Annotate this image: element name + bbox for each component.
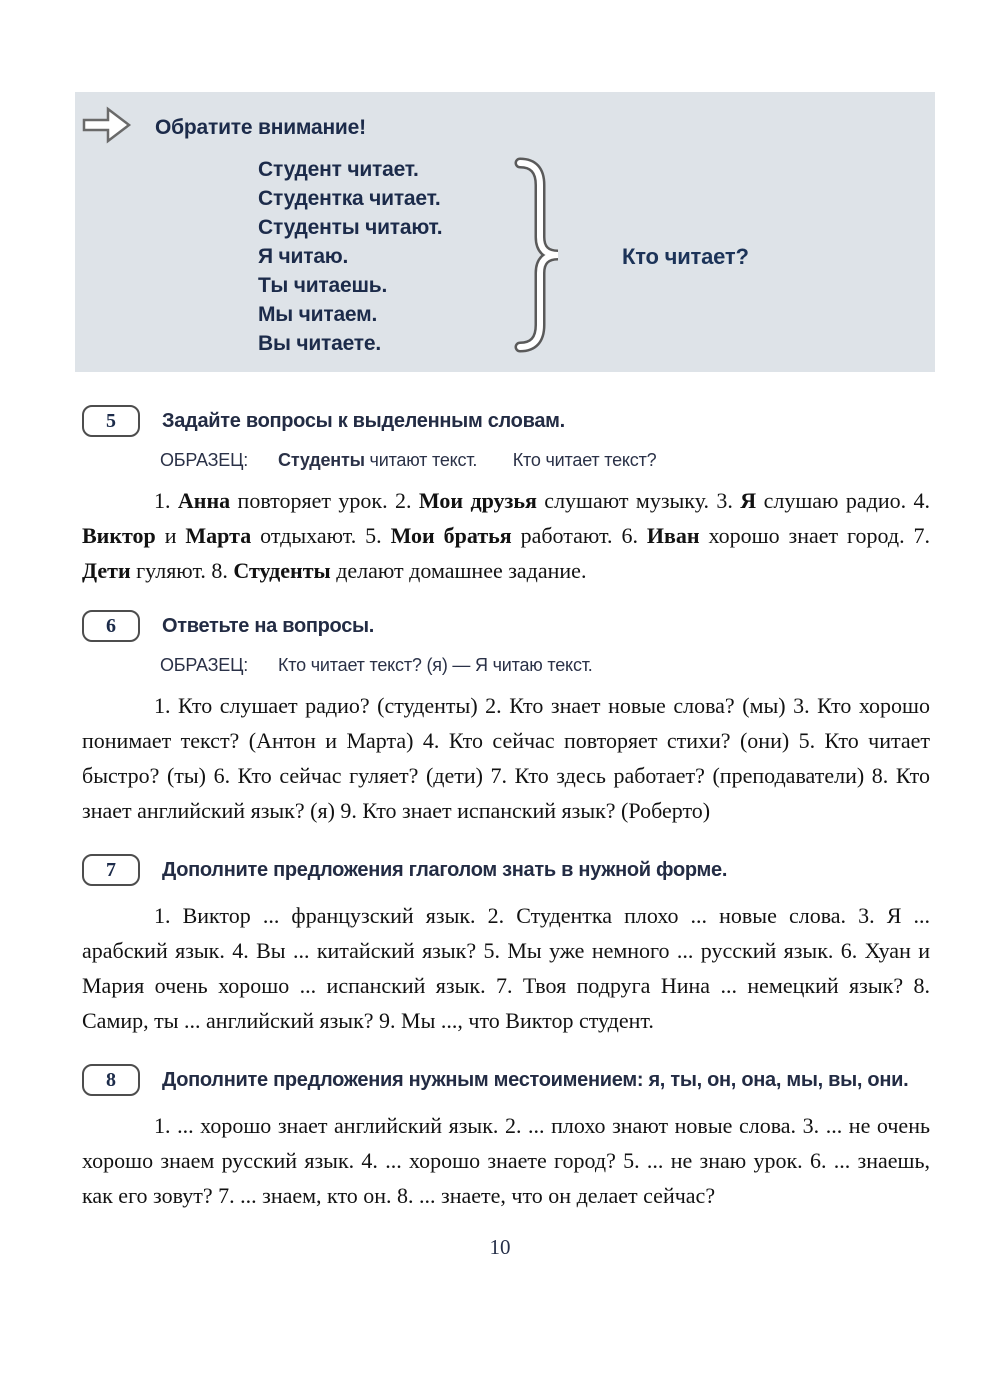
exercises-content: [82, 405, 930, 1213]
exercise-5: [82, 405, 930, 588]
notice-body: [75, 155, 935, 358]
notice-sentence: Мы читаем.: [258, 303, 378, 326]
exercise-header: [82, 405, 930, 437]
right-arrow-icon: [81, 104, 133, 151]
exercise-paragraph: 1. Виктор ... французский язык. 2. Студентка плохо ... новые слова. 3. Я ... арабский язык. 4. Вы ... китайский язык? 5. Мы уже немного ... русский язык. 6. Хуан и Мария очень хорошо ... испанский язык. 7. Твоя подруга Нина ... немецкий язык? 8. Самир, ты ... английский язык? 9. Мы ..., что Виктор студент.: [82, 903, 930, 1033]
notice-box: [75, 92, 935, 372]
notice-sentence: Ты читаешь.: [258, 274, 388, 297]
textbook-page: [0, 92, 1000, 1392]
exercise-sample: [160, 450, 930, 471]
curly-brace-icon: [508, 157, 570, 358]
exercise-task: Дополните предложения глаголом знать в нужной форме.: [162, 858, 728, 881]
exercise-6: [82, 610, 930, 828]
exercise-header: [82, 610, 930, 642]
notice-question: Кто читает?: [622, 243, 749, 269]
exercise-paragraph: 1. Кто слушает радио? (студенты) 2. Кто знает новые слова? (мы) 3. Кто хорошо понимает текст? (Антон и Марта) 4. Кто сейчас повторяет стихи? (они) 5. Кто читает быстро? (ты) 6. Кто сейчас гуляет? (дети) 7. Кто здесь работает? (преподаватели) 8. Кто знает английский язык? (я) 9. Кто знает испанский язык? (Роберто): [82, 693, 930, 823]
exercise-number-badge: 6: [82, 610, 140, 642]
exercise-paragraph: 1. Анна повторяет урок. 2. Мои друзья слушают музыку. 3. Я слушаю радио. 4. Виктор и Марта отдыхают. 5. Мои братья работают. 6. Иван хорошо знает город. 7. Дети гуляют. 8. Студенты делают домашнее задание.: [82, 488, 931, 583]
notice-title: Обратите внимание!: [155, 115, 366, 139]
exercise-task: Ответьте на вопросы.: [162, 614, 375, 637]
notice-sentence: Студентка читает.: [258, 187, 441, 210]
exercise-paragraph: 1. ... хорошо знает английский язык. 2. ... плохо знают новые слова. 3. ... не очень хорошо знаем русский язык. 4. ... хорошо знаете город? 5. ... не знаю урок. 6. ... знаешь, как его зовут? 7. ... знаем, кто он. 8. ... знаете, что он делает сейчас?: [82, 1113, 930, 1208]
sample-text: Кто читает текст? (я) — Я читаю текст.: [278, 655, 593, 675]
notice-sentence: Я читаю.: [258, 245, 349, 268]
exercise-number-badge: 5: [82, 405, 140, 437]
exercise-number-badge: 7: [82, 854, 140, 886]
sample-label: ОБРАЗЕЦ:: [160, 655, 249, 675]
exercise-7: [82, 854, 930, 1038]
exercise-number-badge: 8: [82, 1064, 140, 1096]
exercise-8: [82, 1064, 930, 1213]
exercise-sample: [160, 655, 930, 676]
notice-sentence: Вы читаете.: [258, 332, 382, 355]
notice-sentence: Студент читает.: [258, 158, 419, 181]
page-number: 10: [489, 1235, 511, 1259]
exercise-header: [82, 1064, 930, 1096]
notice-sentences: [258, 155, 508, 358]
sample-text: Студенты читают текст. Кто читает текст?: [278, 450, 657, 470]
sample-label: ОБРАЗЕЦ:: [160, 450, 249, 470]
notice-title-row: [75, 104, 935, 151]
exercise-header: [82, 854, 930, 886]
exercise-task: Дополните предложения нужным местоимением: я, ты, он, она, мы, вы, они.: [162, 1068, 909, 1091]
exercise-task: Задайте вопросы к выделенным словам.: [162, 409, 565, 432]
notice-sentence: Студенты читают.: [258, 216, 443, 239]
